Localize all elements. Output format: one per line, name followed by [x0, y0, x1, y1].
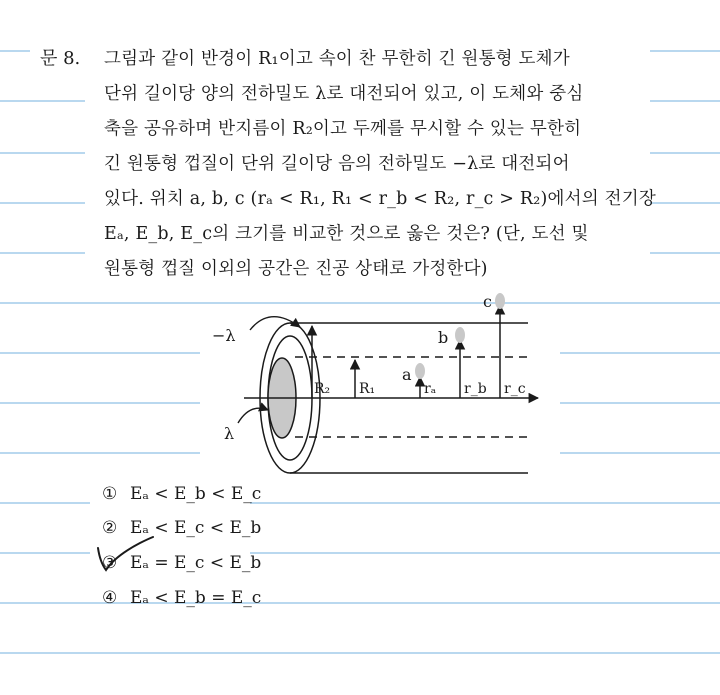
ruled-line — [0, 652, 720, 654]
point-c-label: c — [483, 292, 492, 311]
question-line-5: 있다. 위치 a, b, c (rₐ < R₁, R₁ < r_b < R₂, r_c > R₂)에서의 전기장 — [104, 189, 656, 209]
choice-2-text: Eₐ < E_c < E_b — [130, 518, 262, 538]
question-line-7: 원통형 껍질 이외의 공간은 진공 상태로 가정한다) — [104, 259, 488, 279]
R1-label: R₁ — [359, 381, 376, 397]
ra-label: rₐ — [424, 381, 437, 397]
ruled-line — [650, 100, 720, 102]
ruled-line — [0, 552, 90, 554]
choice-3-number: ③ — [102, 553, 118, 573]
rc-label: r_c — [504, 381, 526, 397]
ruled-line — [650, 50, 720, 52]
question-line-1: 그림과 같이 반경이 R₁이고 속이 찬 무한히 긴 원통형 도체가 — [104, 49, 570, 69]
lambda-pointer — [238, 408, 268, 423]
choice-4[interactable] — [102, 588, 261, 608]
choice-4-number: ④ — [102, 588, 118, 608]
neg-lambda-label: −λ — [212, 326, 236, 345]
ruled-line — [560, 452, 720, 454]
choice-3[interactable] — [102, 553, 261, 573]
ruled-line — [650, 152, 720, 154]
ruled-line — [560, 402, 720, 404]
ruled-line — [0, 202, 85, 204]
ruled-line — [560, 352, 720, 354]
ruled-line — [650, 202, 720, 204]
ruled-line — [0, 402, 200, 404]
ruled-line — [650, 252, 720, 254]
ruled-line — [250, 502, 720, 504]
ruled-line — [250, 552, 720, 554]
choice-2-number: ② — [102, 518, 118, 538]
question-line-4: 긴 원통형 껍질이 단위 길이당 음의 전하밀도 −λ로 대전되어 — [104, 154, 570, 174]
cylinder-diagram — [200, 285, 540, 485]
choice-3-text: Eₐ = E_c < E_b — [130, 553, 262, 573]
point-b-marker — [455, 327, 465, 343]
question-line-6: Eₐ, E_b, E_c의 크기를 비교한 것으로 옳은 것은? (단, 도선 및 — [104, 224, 589, 244]
choice-2[interactable] — [102, 518, 261, 538]
ruled-line — [0, 152, 85, 154]
question-line-2: 단위 길이당 양의 전하밀도 λ로 대전되어 있고, 이 도체와 중심 — [104, 84, 584, 104]
lambda-label: λ — [224, 424, 235, 443]
ruled-line — [0, 100, 85, 102]
ruled-line — [0, 452, 200, 454]
ruled-line — [0, 252, 85, 254]
rb-label: r_b — [464, 381, 487, 397]
question-line-3: 축을 공유하며 반지름이 R₂이고 두께를 무시할 수 있는 무한히 — [104, 119, 582, 139]
choice-1[interactable] — [102, 484, 261, 504]
point-b-label: b — [438, 328, 449, 347]
choice-1-text: Eₐ < E_b < E_c — [130, 484, 262, 504]
point-a-marker — [415, 363, 425, 379]
question-number: 문 8. — [40, 48, 81, 69]
ruled-line — [0, 502, 90, 504]
point-a-label: a — [402, 365, 412, 384]
point-c-marker — [495, 293, 505, 309]
choice-1-number: ① — [102, 484, 118, 504]
ruled-line — [0, 50, 30, 52]
choice-4-text: Eₐ < E_b = E_c — [130, 588, 262, 608]
R2-label: R₂ — [314, 381, 331, 397]
ruled-line — [0, 352, 200, 354]
